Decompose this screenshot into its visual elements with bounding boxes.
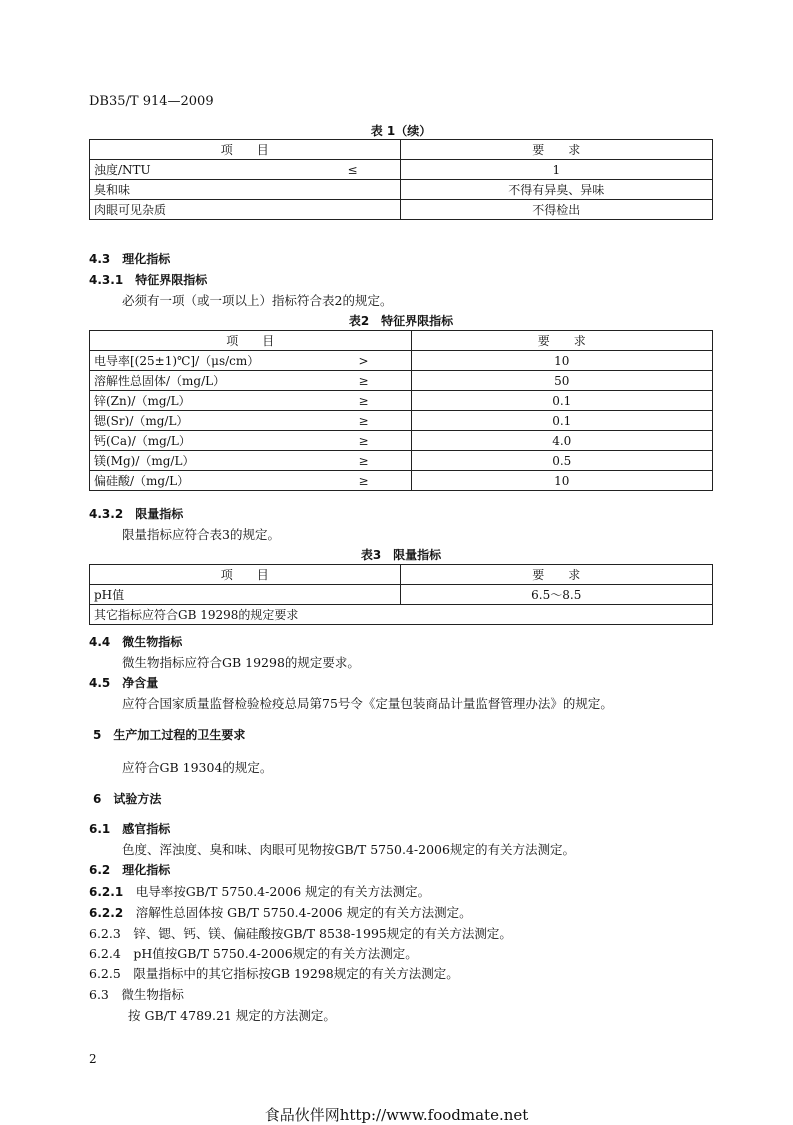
item-name: 溶解性总固体/（mg/L） bbox=[94, 374, 226, 388]
table2-header-row bbox=[90, 331, 713, 351]
table1-caption: 表 1（续） bbox=[370, 124, 432, 138]
relation-symbol: ≥ bbox=[358, 393, 369, 408]
table3-head-item: 项 目 bbox=[90, 565, 401, 585]
table-row bbox=[90, 200, 713, 220]
item-name: 电导率[(25±1)℃]/（μs/cm） bbox=[94, 354, 260, 368]
section-5-text: 应符合GB 19304的规定。 bbox=[122, 760, 273, 775]
section-6-2-5: 6.2.5 限量指标中的其它指标按GB 19298规定的有关方法测定。 bbox=[89, 966, 459, 981]
item-name: pH值 bbox=[90, 585, 401, 605]
table-row bbox=[90, 180, 713, 200]
item-name: 偏硅酸/（mg/L） bbox=[94, 474, 190, 488]
requirement-value: 50 bbox=[411, 371, 712, 391]
relation-symbol: ≥ bbox=[358, 473, 369, 488]
table2-head-item: 项 目 bbox=[90, 331, 412, 351]
table1-head-item: 项 目 bbox=[90, 140, 401, 160]
relation-symbol: > bbox=[358, 353, 369, 368]
table2-head-req: 要 求 bbox=[411, 331, 712, 351]
document-code: DB35/T 914—2009 bbox=[89, 94, 214, 109]
item-name: 钙(Ca)/（mg/L） bbox=[94, 434, 191, 448]
section-6-1-heading: 6.1 感官指标 bbox=[89, 822, 171, 836]
requirement-value: 0.5 bbox=[411, 451, 712, 471]
requirement-value: 1 bbox=[400, 160, 712, 180]
relation-symbol: ≥ bbox=[358, 373, 369, 388]
table-row bbox=[90, 605, 713, 625]
relation-symbol: ≤ bbox=[347, 162, 358, 177]
section-4-5-text: 应符合国家质量监督检验检疫总局第75号令《定量包装商品计量监督管理办法》的规定。 bbox=[122, 696, 613, 711]
table3-head-req: 要 求 bbox=[400, 565, 713, 585]
section-6-1-text: 色度、浑浊度、臭和味、肉眼可见物按GB/T 5750.4-2006规定的有关方法测定。 bbox=[122, 842, 575, 857]
section-4-3-heading: 4.3 理化指标 bbox=[89, 252, 171, 266]
page-number: 2 bbox=[89, 1052, 97, 1066]
merged-row-text: 其它指标应符合GB 19298的规定要求 bbox=[90, 605, 713, 625]
section-4-3-1-heading: 4.3.1 特征界限指标 bbox=[89, 273, 208, 287]
item-name: 臭和味 bbox=[90, 180, 401, 200]
table-row bbox=[90, 585, 713, 605]
item-name: 浊度/NTU bbox=[94, 163, 151, 177]
section-6-3-heading: 6.3 微生物指标 bbox=[89, 987, 184, 1002]
table-row bbox=[90, 391, 713, 411]
item-name: 镁(Mg)/（mg/L） bbox=[94, 454, 195, 468]
table1-header-row bbox=[90, 140, 713, 160]
table-row bbox=[90, 160, 713, 180]
table1-head-req: 要 求 bbox=[400, 140, 712, 160]
table-row bbox=[90, 411, 713, 431]
section-4-3-2-text: 限量指标应符合表3的规定。 bbox=[122, 527, 280, 542]
table2-caption: 表2 特征界限指标 bbox=[348, 314, 454, 328]
requirement-value: 0.1 bbox=[411, 411, 712, 431]
requirement-value: 不得检出 bbox=[400, 200, 712, 220]
item-name: 肉眼可见杂质 bbox=[90, 200, 401, 220]
relation-symbol: ≥ bbox=[358, 453, 369, 468]
table3-header-row bbox=[90, 565, 713, 585]
section-6-2-heading: 6.2 理化指标 bbox=[89, 863, 171, 877]
table3-caption: 表3 限量指标 bbox=[360, 548, 442, 562]
section-4-4-text: 微生物指标应符合GB 19298的规定要求。 bbox=[122, 655, 360, 670]
section-6-3-text: 按 GB/T 4789.21 规定的方法测定。 bbox=[128, 1008, 336, 1023]
requirement-value: 4.0 bbox=[411, 431, 712, 451]
table-row bbox=[90, 451, 713, 471]
relation-symbol: ≥ bbox=[358, 413, 369, 428]
table-row bbox=[90, 471, 713, 491]
table-row bbox=[90, 351, 713, 371]
table-row bbox=[90, 431, 713, 451]
requirement-value: 10 bbox=[411, 351, 712, 371]
table-row bbox=[90, 371, 713, 391]
requirement-value: 0.1 bbox=[411, 391, 712, 411]
section-6-heading: 6 试验方法 bbox=[93, 792, 162, 806]
requirement-value: 6.5～8.5 bbox=[400, 585, 713, 605]
footer-watermark: 食品伙伴网http://www.foodmate.net bbox=[264, 1106, 529, 1124]
table2 bbox=[89, 330, 713, 491]
table1 bbox=[89, 139, 713, 220]
section-4-3-1-text: 必须有一项（或一项以上）指标符合表2的规定。 bbox=[122, 293, 393, 308]
section-4-4-heading: 4.4 微生物指标 bbox=[89, 635, 183, 649]
section-6-2-4: 6.2.4 pH值按GB/T 5750.4-2006规定的有关方法测定。 bbox=[89, 946, 418, 961]
requirement-value: 10 bbox=[411, 471, 712, 491]
table3 bbox=[89, 564, 713, 625]
requirement-value: 不得有异臭、异味 bbox=[400, 180, 712, 200]
section-6-2-3: 6.2.3 锌、锶、钙、镁、偏硅酸按GB/T 8538-1995规定的有关方法测定。 bbox=[89, 926, 512, 941]
section-5-heading: 5 生产加工过程的卫生要求 bbox=[93, 728, 246, 742]
item-name: 锌(Zn)/（mg/L） bbox=[94, 394, 191, 408]
section-4-3-2-heading: 4.3.2 限量指标 bbox=[89, 507, 184, 521]
item-name: 锶(Sr)/（mg/L） bbox=[94, 414, 189, 428]
relation-symbol: ≥ bbox=[358, 433, 369, 448]
section-4-5-heading: 4.5 净含量 bbox=[89, 676, 159, 690]
section-6-2-1: 6.2.1 电导率按GB/T 5750.4-2006 规定的有关方法测定。 bbox=[89, 884, 431, 899]
section-6-2-2: 6.2.2 溶解性总固体按 GB/T 5750.4-2006 规定的有关方法测定。 bbox=[89, 905, 472, 920]
